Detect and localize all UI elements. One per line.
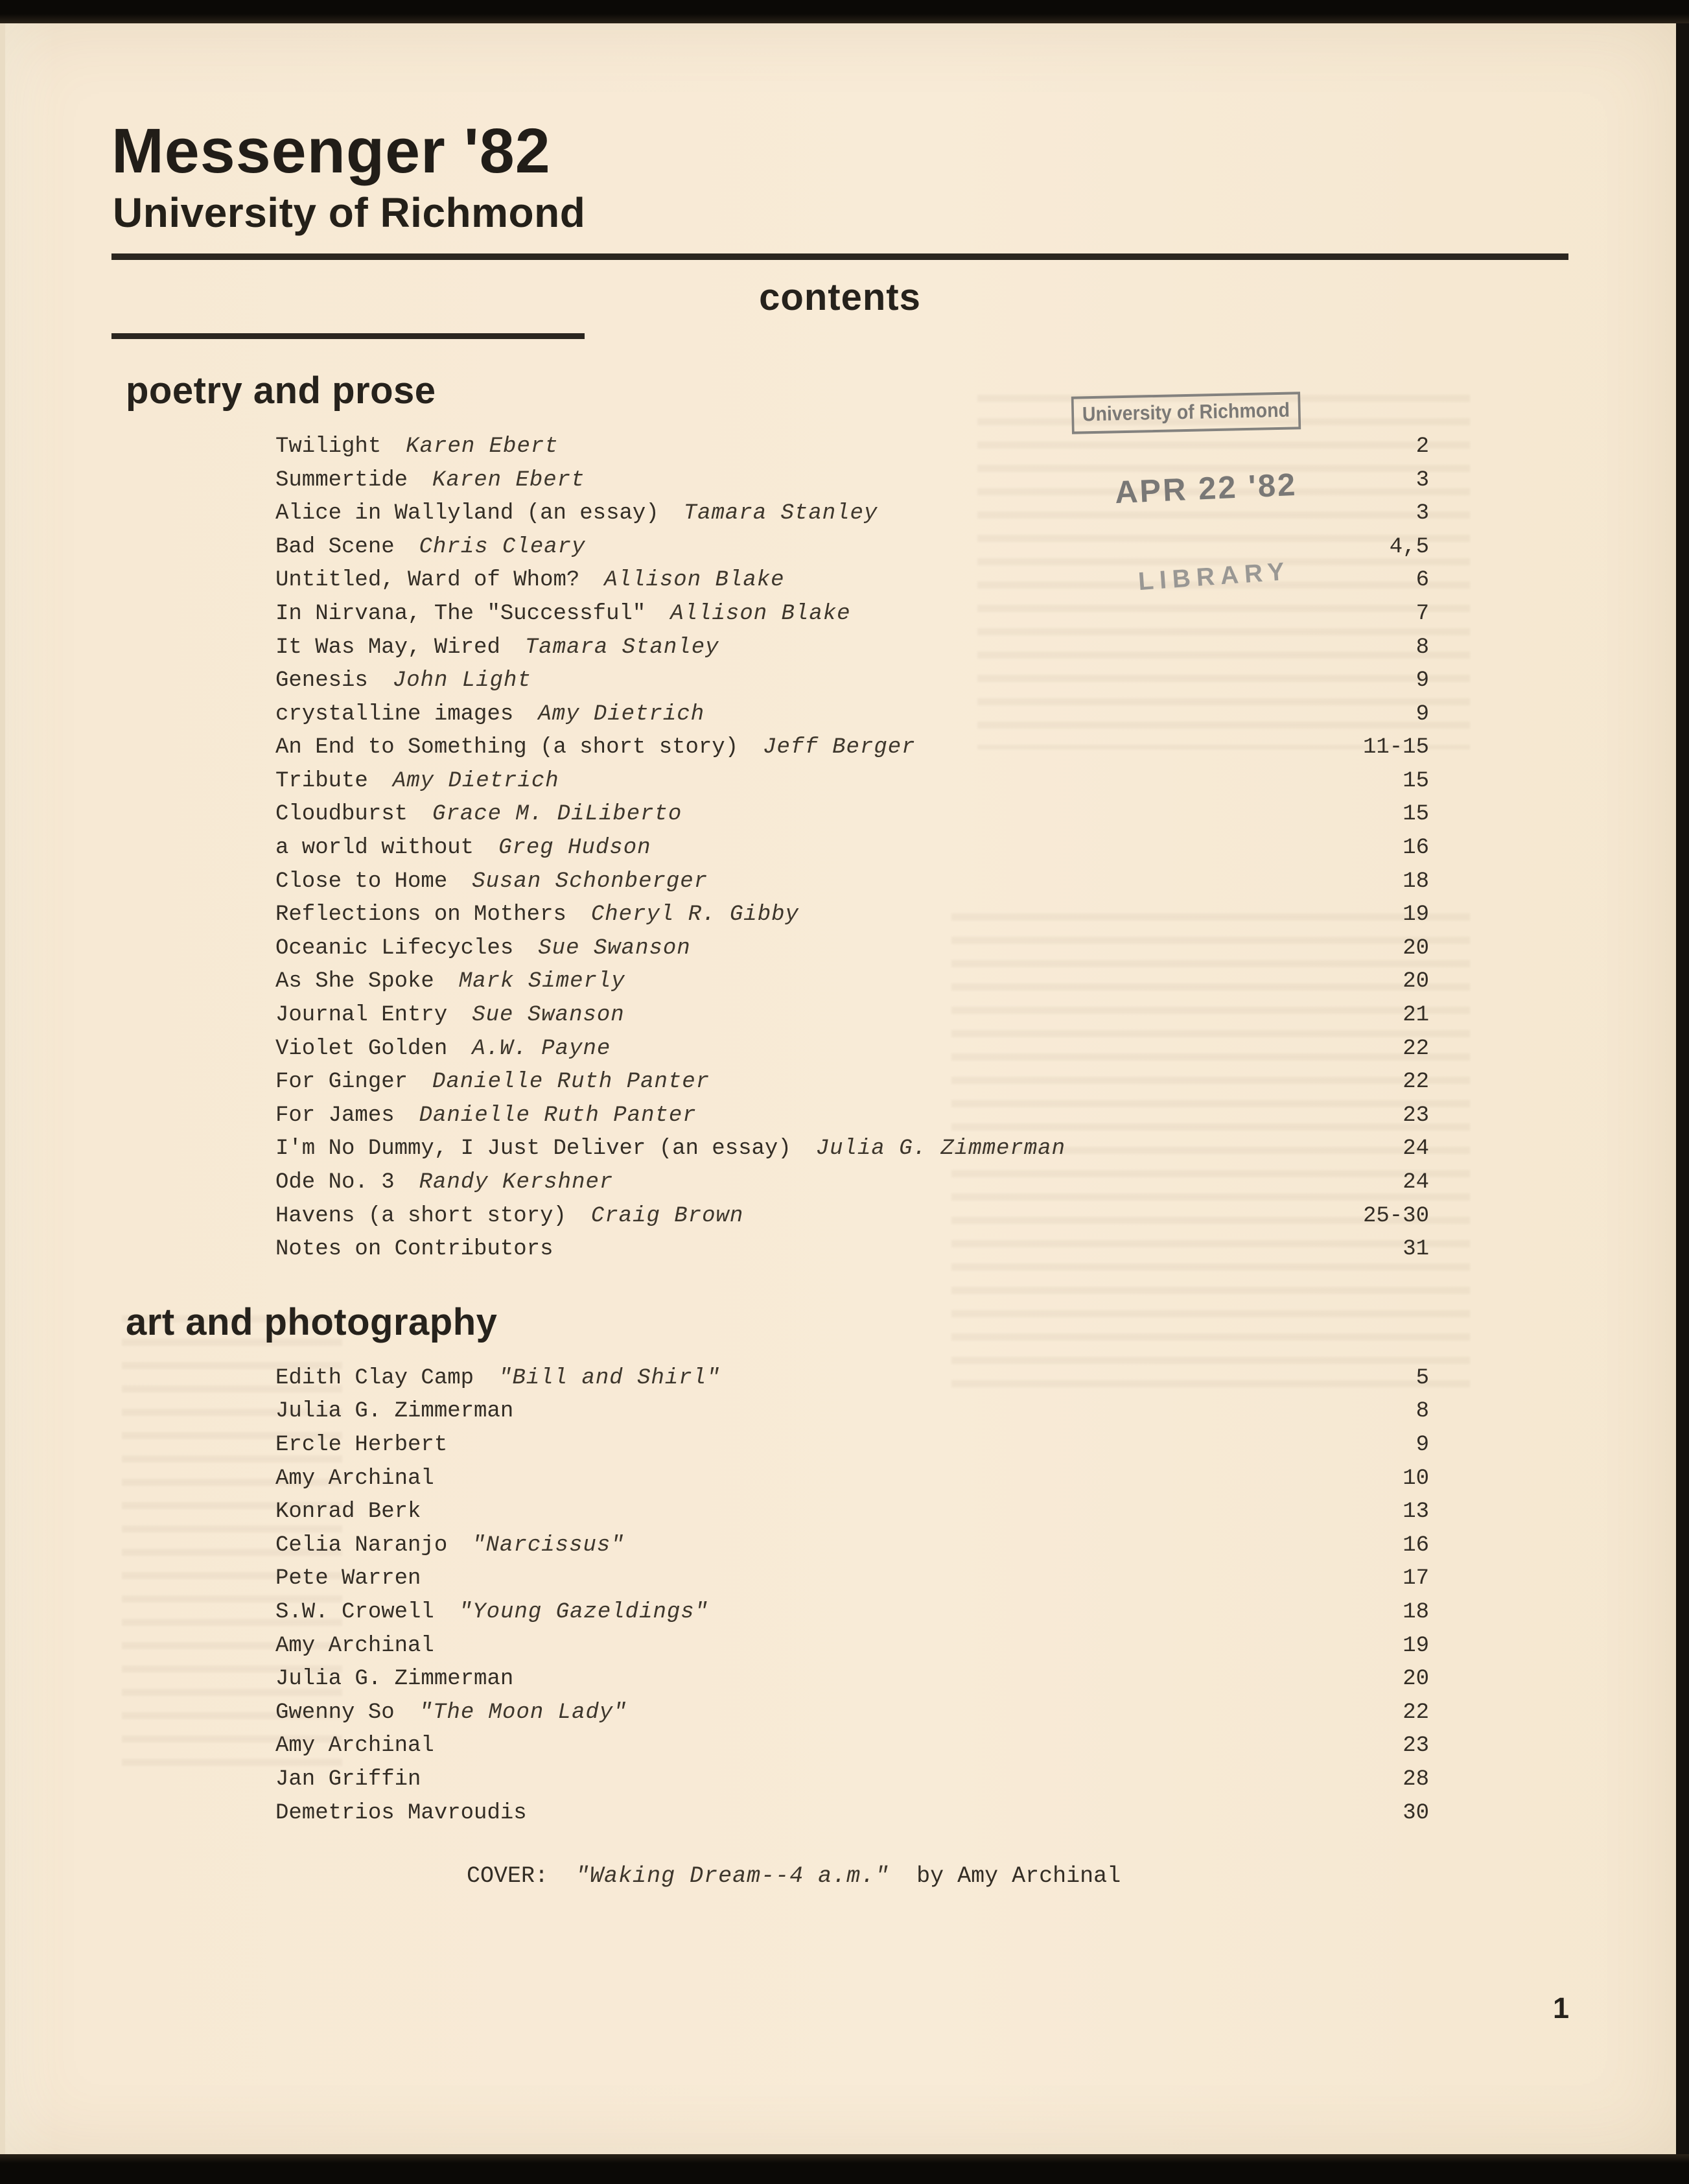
toc-item-author: Tamara Stanley: [524, 635, 719, 660]
toc-item-page: 9: [1415, 668, 1429, 694]
toc-row: [275, 1433, 1429, 1466]
toc-row: [275, 802, 1429, 836]
section-heading: poetry and prose: [126, 369, 436, 412]
toc-item-page: 15: [1403, 802, 1429, 827]
toc-item-title: Amy Archinal: [275, 1733, 434, 1759]
toc-item-title: In Nirvana, The "Successful": [275, 601, 646, 626]
toc-item-title: crystalline images: [275, 701, 514, 727]
toc-item-page: 22: [1403, 1036, 1429, 1061]
toc-list: [275, 1366, 1429, 1834]
toc-item-title: Alice in Wallyland (an essay): [275, 501, 659, 526]
toc-row: [275, 434, 1429, 468]
toc-item-title: Ercle Herbert: [275, 1432, 448, 1457]
toc-item-author: Cheryl R. Gibby: [590, 902, 799, 928]
toc-item-author: Danielle Ruth Panter: [432, 1070, 710, 1095]
toc-item-page: 10: [1403, 1466, 1429, 1491]
toc-item-title: Havens (a short story): [275, 1203, 566, 1228]
toc-item-title: Edith Clay Camp: [275, 1365, 474, 1391]
toc-row: [275, 1003, 1429, 1037]
toc-item-author: Karen Ebert: [432, 467, 585, 493]
toc-row: [275, 501, 1429, 535]
toc-item-title: Oceanic Lifecycles: [275, 935, 514, 961]
toc-item-author: "The Moon Lady": [419, 1700, 627, 1725]
toc-row: [275, 735, 1429, 769]
toc-item-author: Chris Cleary: [419, 534, 586, 559]
toc-item-page: 16: [1403, 1532, 1429, 1558]
toc-item-title: Amy Archinal: [275, 1466, 434, 1491]
toc-item-title: Tribute: [275, 768, 368, 793]
toc-item-title: Konrad Berk: [275, 1499, 421, 1525]
toc-item-author: Susan Schonberger: [472, 869, 708, 894]
toc-item-page: 18: [1403, 1599, 1429, 1625]
toc-item-page: 8: [1415, 635, 1429, 660]
toc-item-title: Pete Warren: [275, 1566, 421, 1591]
toc-item-page: 4,5: [1389, 534, 1429, 559]
toc-item-author: A.W. Payne: [472, 1036, 611, 1061]
toc-item-page: 24: [1403, 1170, 1429, 1195]
toc-item-title: For Ginger: [275, 1070, 408, 1095]
toc-item-author: Grace M. DiLiberto: [432, 802, 682, 827]
toc-item-page: 23: [1403, 1733, 1429, 1759]
toc-item-page: 22: [1403, 1070, 1429, 1095]
toc-item-title: Untitled, Ward of Whom?: [275, 568, 580, 593]
page-number: 1: [1553, 1991, 1570, 2025]
toc-item-title: S.W. Crowell: [275, 1599, 434, 1625]
toc-row: [275, 1170, 1429, 1204]
toc-item-author: Craig Brown: [590, 1203, 744, 1228]
toc-row: [275, 1700, 1429, 1734]
toc-item-author: "Young Gazeldings": [458, 1599, 709, 1625]
toc-item-title: I'm No Dummy, I Just Deliver (an essay): [275, 1136, 791, 1162]
toc-item-page: 15: [1403, 768, 1429, 793]
scan-edge-top: [0, 0, 1689, 23]
header-rule: [111, 253, 1568, 260]
toc-item-title: Notes on Contributors: [275, 1237, 553, 1262]
toc-row: [275, 702, 1429, 736]
toc-row: [275, 836, 1429, 869]
toc-item-author: "Narcissus": [472, 1532, 625, 1558]
toc-row: [275, 1600, 1429, 1634]
toc-item-page: 9: [1415, 701, 1429, 727]
toc-item-title: a world without: [275, 836, 474, 861]
toc-content: [111, 115, 1568, 1834]
toc-item-page: 31: [1403, 1237, 1429, 1262]
toc-item-author: Karen Ebert: [406, 434, 559, 459]
toc-item-page: 9: [1415, 1432, 1429, 1457]
toc-row: [275, 1566, 1429, 1600]
toc-item-page: 20: [1403, 935, 1429, 961]
toc-item-title: Genesis: [275, 668, 368, 694]
toc-item-page: 23: [1403, 1103, 1429, 1128]
toc-item-title: Celia Naranjo: [275, 1532, 448, 1558]
toc-item-page: 21: [1403, 1003, 1429, 1028]
toc-item-page: 20: [1403, 1667, 1429, 1692]
toc-item-author: Tamara Stanley: [683, 501, 878, 526]
toc-item-page: 19: [1403, 902, 1429, 928]
toc-sections: [111, 369, 1568, 1834]
toc-item-page: 3: [1415, 501, 1429, 526]
toc-row: [275, 969, 1429, 1003]
toc-item-page: 25-30: [1362, 1203, 1429, 1228]
toc-row: [275, 602, 1429, 635]
sub-rule: [111, 333, 585, 339]
toc-item-title: An End to Something (a short story): [275, 735, 739, 760]
toc-row: [275, 1533, 1429, 1567]
toc-item-author: Amy Dietrich: [392, 768, 559, 793]
toc-item-page: 19: [1403, 1633, 1429, 1658]
toc-item-title: Reflections on Mothers: [275, 902, 566, 928]
toc-item-title: For James: [275, 1103, 395, 1128]
toc-item-page: 11-15: [1362, 735, 1429, 760]
toc-item-author: John Light: [392, 668, 531, 694]
toc-item-author: Allison Blake: [670, 601, 851, 626]
masthead-subtitle: University of Richmond: [113, 189, 586, 236]
toc-item-title: Summertide: [275, 467, 408, 493]
toc-row: [275, 1237, 1429, 1271]
toc-row: [275, 668, 1429, 702]
toc-row: [275, 1204, 1429, 1238]
toc-item-author: Allison Blake: [604, 568, 785, 593]
toc-item-title: Bad Scene: [275, 534, 395, 559]
toc-item-title: Cloudburst: [275, 802, 408, 827]
toc-item-author: Julia G. Zimmerman: [815, 1136, 1066, 1162]
scanned-page: [5, 23, 1676, 2154]
toc-item-title: Demetrios Mavroudis: [275, 1800, 527, 1826]
toc-row: [275, 1667, 1429, 1700]
library-stamp: LIBRARY: [1137, 557, 1292, 596]
toc-item-title: Journal Entry: [275, 1003, 448, 1028]
toc-item-page: 2: [1415, 434, 1429, 459]
toc-item-page: 8: [1415, 1399, 1429, 1424]
toc-item-author: "Bill and Shirl": [498, 1365, 721, 1391]
toc-row: [275, 1733, 1429, 1767]
cover-spacer: [548, 1863, 576, 1889]
toc-row: [275, 1103, 1429, 1137]
toc-item-title: Jan Griffin: [275, 1767, 421, 1792]
toc-item-page: 13: [1403, 1499, 1429, 1525]
toc-row: [275, 1767, 1429, 1801]
toc-row: [275, 1466, 1429, 1500]
toc-item-author: Amy Dietrich: [538, 701, 705, 727]
toc-item-page: 17: [1403, 1566, 1429, 1591]
toc-item-page: 6: [1415, 568, 1429, 593]
toc-item-title: Gwenny So: [275, 1700, 395, 1725]
page-edge-sliver: [0, 23, 5, 2154]
toc-item-title: Twilight: [275, 434, 382, 459]
cover-credit: by Amy Archinal: [916, 1863, 1121, 1889]
toc-row: [275, 1366, 1429, 1400]
toc-item-title: Julia G. Zimmerman: [275, 1667, 514, 1692]
toc-item-page: 24: [1403, 1136, 1429, 1162]
scan-edge-bottom: [0, 2154, 1689, 2184]
toc-item-title: Amy Archinal: [275, 1633, 434, 1658]
toc-item-author: Mark Simerly: [458, 969, 625, 994]
toc-row: [275, 869, 1429, 903]
toc-row: [275, 1136, 1429, 1170]
toc-item-title: It Was May, Wired: [275, 635, 500, 660]
toc-item-title: Violet Golden: [275, 1036, 448, 1061]
toc-item-title: Close to Home: [275, 869, 448, 894]
toc-item-author: Danielle Ruth Panter: [419, 1103, 697, 1128]
toc-item-page: 5: [1415, 1365, 1429, 1391]
date-received-stamp: APR 22 '82: [1113, 467, 1298, 511]
toc-item-page: 16: [1403, 836, 1429, 861]
masthead-title: Messenger '82: [111, 115, 551, 186]
cover-label: COVER:: [467, 1863, 549, 1889]
toc-row: [275, 1499, 1429, 1533]
toc-row: [275, 1037, 1429, 1070]
toc-item-author: Sue Swanson: [472, 1003, 625, 1028]
toc-item-page: 22: [1403, 1700, 1429, 1725]
cover-work-title: "Waking Dream--4 a.m.": [576, 1863, 890, 1889]
contents-heading: contents: [759, 276, 921, 318]
toc-row: [275, 1801, 1429, 1835]
toc-row: [275, 635, 1429, 669]
toc-row: [275, 1399, 1429, 1433]
toc-item-page: 20: [1403, 969, 1429, 994]
toc-item-title: Julia G. Zimmerman: [275, 1399, 514, 1424]
cover-spacer: [889, 1863, 916, 1889]
toc-item-page: 28: [1403, 1767, 1429, 1792]
toc-item-author: Sue Swanson: [538, 935, 691, 961]
toc-row: [275, 902, 1429, 936]
toc-item-title: As She Spoke: [275, 969, 434, 994]
toc-item-page: 3: [1415, 467, 1429, 493]
toc-item-page: 7: [1415, 601, 1429, 626]
toc-item-author: Jeff Berger: [763, 735, 916, 760]
toc-item-author: Greg Hudson: [498, 836, 651, 861]
toc-row: [275, 1070, 1429, 1103]
cover-credit-line: [467, 1863, 1121, 1889]
toc-row: [275, 936, 1429, 970]
toc-row: [275, 1634, 1429, 1667]
toc-item-page: 30: [1403, 1800, 1429, 1826]
toc-item-title: Ode No. 3: [275, 1170, 395, 1195]
toc-item-author: Randy Kershner: [419, 1170, 614, 1195]
section-heading: art and photography: [126, 1300, 498, 1343]
toc-item-page: 18: [1403, 869, 1429, 894]
university-stamp: University of Richmond: [1071, 392, 1301, 434]
toc-row: [275, 769, 1429, 803]
